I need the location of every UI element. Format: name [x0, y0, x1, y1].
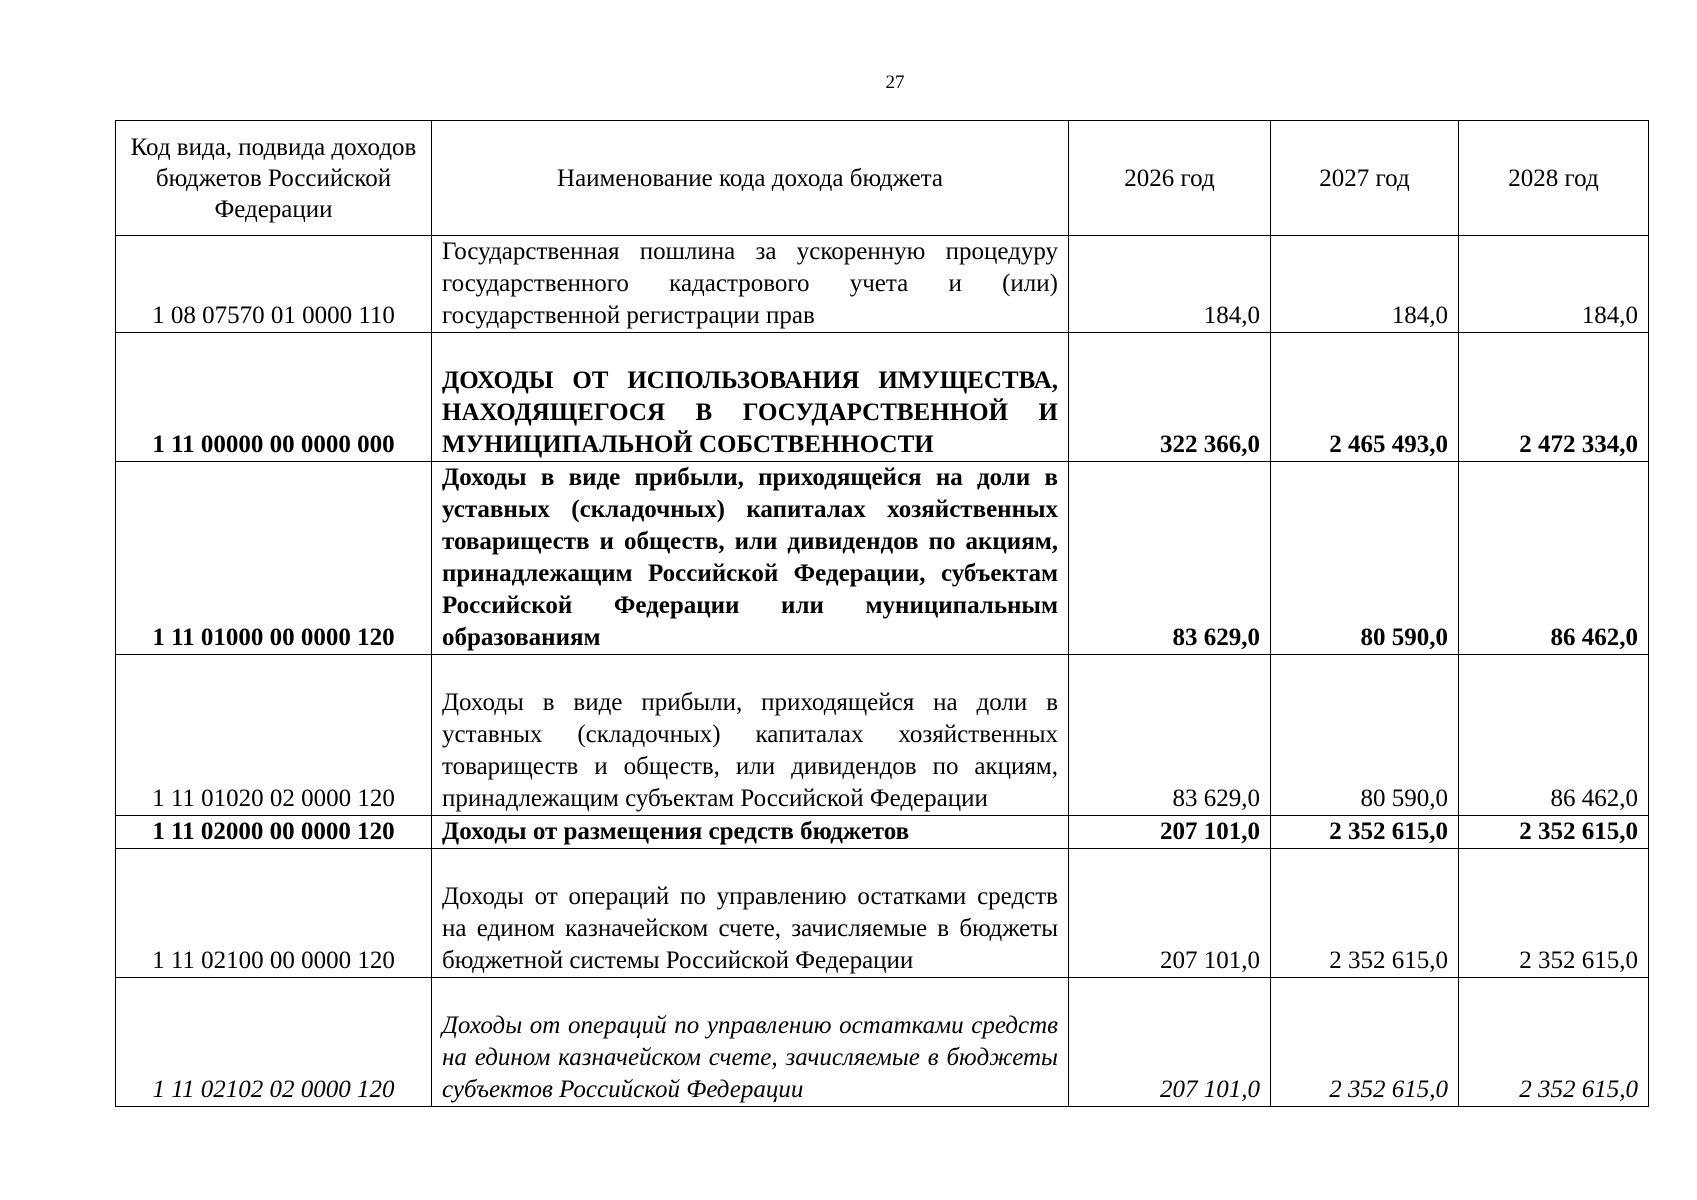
row-name: Доходы в виде прибыли, приходящейся на доли в уставных (складочных) капиталах хозяйственных товариществ и обществ, или дивидендов по акциям, принадлежащим Российской Федерации, субъектам Российской Федерации или муниципальным образованиям	[432, 462, 1069, 655]
row-name: Доходы от размещения средств бюджетов	[432, 816, 1069, 849]
row-value-2028: 2 352 615,0	[1459, 849, 1649, 978]
row-code: 1 11 01000 00 0000 120	[116, 462, 432, 655]
row-value-2028: 86 462,0	[1459, 462, 1649, 655]
row-code: 1 11 01020 02 0000 120	[116, 655, 432, 816]
row-name: Доходы от операций по управлению остатками средств на едином казначейском счете, зачисляемые в бюджеты субъектов Российской Федерации	[432, 978, 1069, 1107]
row-value-2027: 80 590,0	[1271, 655, 1459, 816]
table-row	[116, 333, 1649, 462]
row-code: 1 11 02000 00 0000 120	[116, 816, 432, 849]
row-value-2027: 2 352 615,0	[1271, 849, 1459, 978]
row-value-2026: 83 629,0	[1069, 655, 1271, 816]
row-value-2028: 86 462,0	[1459, 655, 1649, 816]
row-name: Государственная пошлина за ускоренную процедуру государственного кадастрового учета и (или) государственной регистрации прав	[432, 236, 1069, 333]
row-code: 1 11 02102 02 0000 120	[116, 978, 432, 1107]
table-row	[116, 236, 1649, 333]
row-value-2027: 2 352 615,0	[1271, 978, 1459, 1107]
row-value-2027: 2 352 615,0	[1271, 816, 1459, 849]
row-name: ДОХОДЫ ОТ ИСПОЛЬЗОВАНИЯ ИМУЩЕСТВА, НАХОДЯЩЕГОСЯ В ГОСУДАРСТВЕННОЙ И МУНИЦИПАЛЬНОЙ СОБСТВЕННОСТИ	[432, 333, 1069, 462]
row-code: 1 11 02100 00 0000 120	[116, 849, 432, 978]
header-2028: 2028 год	[1459, 121, 1649, 236]
table-row	[116, 816, 1649, 849]
table-row	[116, 849, 1649, 978]
row-value-2027: 184,0	[1271, 236, 1459, 333]
table-row	[116, 462, 1649, 655]
header-2027: 2027 год	[1271, 121, 1459, 236]
row-name: Доходы в виде прибыли, приходящейся на доли в уставных (складочных) капиталах хозяйственных товариществ и обществ, или дивидендов по акциям, принадлежащим субъектам Российской Федерации	[432, 655, 1069, 816]
row-name: Доходы от операций по управлению остатками средств на едином казначейском счете, зачисляемые в бюджеты бюджетной системы Российской Федерации	[432, 849, 1069, 978]
budget-revenue-table	[115, 120, 1649, 1107]
table-row	[116, 978, 1649, 1107]
page-number: 27	[885, 72, 905, 93]
row-value-2028: 184,0	[1459, 236, 1649, 333]
row-value-2026: 184,0	[1069, 236, 1271, 333]
table-row	[116, 655, 1649, 816]
row-value-2026: 207 101,0	[1069, 816, 1271, 849]
row-value-2026: 207 101,0	[1069, 978, 1271, 1107]
row-value-2028: 2 352 615,0	[1459, 978, 1649, 1107]
row-value-2027: 80 590,0	[1271, 462, 1459, 655]
row-value-2027: 2 465 493,0	[1271, 333, 1459, 462]
header-2026: 2026 год	[1069, 121, 1271, 236]
row-value-2028: 2 472 334,0	[1459, 333, 1649, 462]
row-code: 1 08 07570 01 0000 110	[116, 236, 432, 333]
row-value-2026: 207 101,0	[1069, 849, 1271, 978]
row-value-2026: 83 629,0	[1069, 462, 1271, 655]
table-header-row	[116, 121, 1649, 236]
row-value-2028: 2 352 615,0	[1459, 816, 1649, 849]
header-code: Код вида, подвида доходов бюджетов Российской Федерации	[116, 121, 432, 236]
row-code: 1 11 00000 00 0000 000	[116, 333, 432, 462]
row-value-2026: 322 366,0	[1069, 333, 1271, 462]
header-name: Наименование кода дохода бюджета	[432, 121, 1069, 236]
